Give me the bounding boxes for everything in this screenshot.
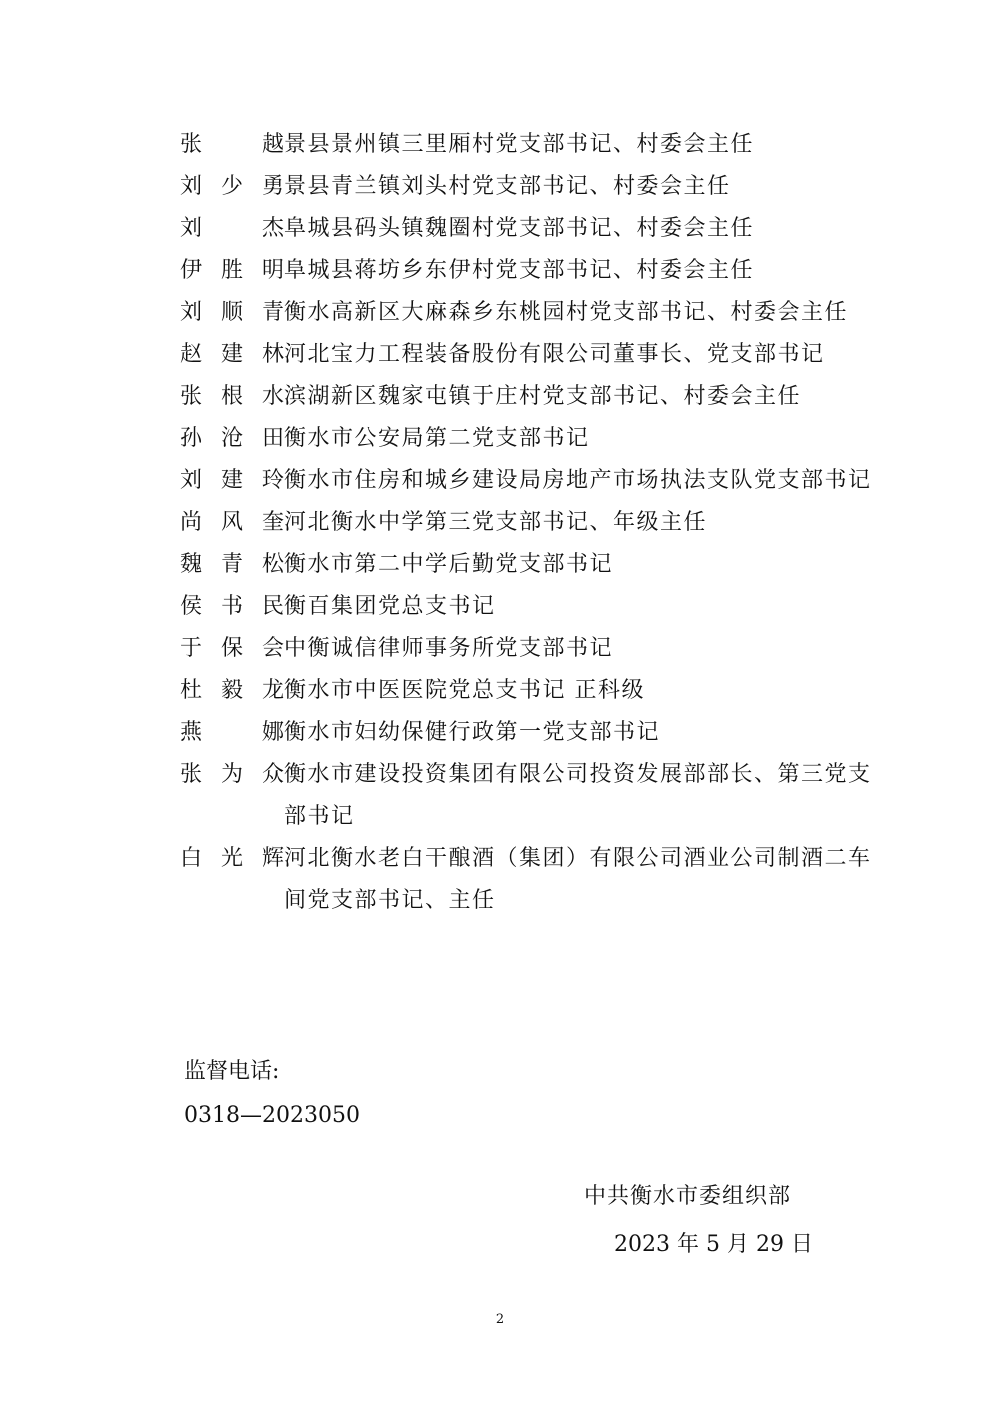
member-name-char: 尚 — [180, 510, 203, 535]
member-name-char: 魏 — [180, 552, 203, 577]
member-position: 河北衡水中学第三党支部书记、年级主任 — [284, 510, 708, 535]
list-item — [180, 712, 880, 754]
member-name — [180, 334, 284, 376]
member-name — [180, 838, 284, 880]
member-name-char: 龙 — [261, 678, 284, 703]
member-name-char: 书 — [220, 594, 243, 619]
member-position: 河北衡水老白干酿酒（集团）有限公司酒业公司制酒二车间党支部书记、主任 — [284, 846, 872, 913]
member-name — [180, 754, 284, 796]
member-position: 衡水市住房和城乡建设局房地产市场执法支队党支部书记 — [284, 468, 872, 493]
member-name-char: 顺 — [220, 300, 243, 325]
member-position: 衡水市建设投资集团有限公司投资发展部部长、第三党支部书记 — [284, 762, 872, 829]
supervision-phone-number: 0318—2023050 — [184, 1103, 360, 1128]
member-name — [180, 502, 284, 544]
member-name-char: 勇 — [261, 174, 284, 199]
member-name-char: 少 — [220, 174, 243, 199]
supervision-phone-label: 监督电话: — [184, 1059, 280, 1084]
member-name — [180, 586, 284, 628]
member-name-char: 刘 — [180, 174, 203, 199]
member-name-char: 越 — [261, 132, 284, 157]
member-name-char: 张 — [180, 762, 203, 787]
member-name-char: 刘 — [180, 300, 203, 325]
member-name — [180, 418, 284, 460]
member-position: 河北宝力工程装备股份有限公司董事长、党支部书记 — [284, 342, 825, 367]
member-name — [180, 166, 284, 208]
member-name-char: 刘 — [180, 468, 203, 493]
member-name — [180, 628, 284, 670]
member-name-char: 娜 — [261, 720, 284, 745]
member-name-char: 青 — [261, 300, 284, 325]
member-position: 阜城县码头镇魏圈村党支部书记、村委会主任 — [284, 216, 755, 241]
list-item — [180, 292, 880, 334]
member-position: 衡水市中医医院党总支书记 正科级 — [284, 678, 645, 703]
member-name-char: 林 — [261, 342, 284, 367]
member-name-char: 民 — [261, 594, 284, 619]
member-name-char: 孙 — [180, 426, 203, 451]
member-name-char: 松 — [261, 552, 284, 577]
member-name-char: 奎 — [261, 510, 284, 535]
list-item — [180, 544, 880, 586]
member-name-char: 辉 — [261, 846, 284, 871]
issuing-organization: 中共衡水市委组织部 — [584, 1184, 792, 1209]
member-name — [180, 670, 284, 712]
member-name — [180, 208, 284, 250]
list-item — [180, 628, 880, 670]
list-item — [180, 838, 880, 922]
member-position: 衡水市公安局第二党支部书记 — [284, 426, 590, 451]
member-name — [180, 250, 284, 292]
member-name-char: 众 — [261, 762, 284, 787]
member-name — [180, 460, 284, 502]
member-name-char: 青 — [220, 552, 243, 577]
list-item — [180, 754, 880, 838]
list-item — [180, 502, 880, 544]
issue-date: 2023 年 5 月 29 日 — [614, 1232, 813, 1257]
member-name-char: 于 — [180, 636, 203, 661]
list-item — [180, 166, 880, 208]
member-name-char: 杜 — [180, 678, 203, 703]
list-item — [180, 670, 880, 712]
member-name-char: 赵 — [180, 342, 203, 367]
supervision-contact — [184, 1050, 360, 1138]
list-item — [180, 460, 880, 502]
list-item — [180, 208, 880, 250]
member-position: 阜城县蒋坊乡东伊村党支部书记、村委会主任 — [284, 258, 755, 283]
member-name — [180, 544, 284, 586]
list-item — [180, 250, 880, 292]
member-name-char: 建 — [220, 342, 243, 367]
member-position: 衡水市第二中学后勤党支部书记 — [284, 552, 614, 577]
member-name-char: 风 — [220, 510, 243, 535]
list-item — [180, 418, 880, 460]
member-position: 衡百集团党总支书记 — [284, 594, 496, 619]
member-name-char: 张 — [180, 384, 203, 409]
list-item — [180, 124, 880, 166]
member-name-char: 侯 — [180, 594, 203, 619]
member-position: 衡水市妇幼保健行政第一党支部书记 — [284, 720, 661, 745]
member-position: 滨湖新区魏家屯镇于庄村党支部书记、村委会主任 — [284, 384, 802, 409]
member-name-char: 杰 — [261, 216, 284, 241]
member-name-char: 为 — [220, 762, 243, 787]
signoff-block — [584, 1173, 813, 1269]
list-item — [180, 334, 880, 376]
member-name — [180, 124, 284, 166]
member-name-char: 田 — [261, 426, 284, 451]
member-name-char: 建 — [220, 468, 243, 493]
member-name — [180, 376, 284, 418]
member-name-char: 会 — [261, 636, 284, 661]
member-name-char: 伊 — [180, 258, 203, 283]
member-name-char: 沧 — [220, 426, 243, 451]
member-position: 中衡诚信律师事务所党支部书记 — [284, 636, 614, 661]
member-name — [180, 292, 284, 334]
member-name-char: 刘 — [180, 216, 203, 241]
member-list — [180, 124, 880, 922]
member-name-char: 光 — [220, 846, 243, 871]
member-position: 衡水高新区大麻森乡东桃园村党支部书记、村委会主任 — [284, 300, 849, 325]
member-name-char: 白 — [180, 846, 203, 871]
member-name-char: 明 — [261, 258, 284, 283]
member-name-char: 根 — [220, 384, 243, 409]
member-name-char: 玲 — [261, 468, 284, 493]
list-item — [180, 376, 880, 418]
list-item — [180, 586, 880, 628]
member-name-char: 保 — [220, 636, 243, 661]
member-position: 景县青兰镇刘头村党支部书记、村委会主任 — [284, 174, 731, 199]
member-name-char: 胜 — [220, 258, 243, 283]
member-name-char: 水 — [261, 384, 284, 409]
member-position: 景县景州镇三里厢村党支部书记、村委会主任 — [284, 132, 755, 157]
member-name-char: 毅 — [220, 678, 243, 703]
page-number: 2 — [495, 1312, 505, 1327]
member-name — [180, 712, 284, 754]
member-name-char: 张 — [180, 132, 203, 157]
member-name-char: 燕 — [180, 720, 203, 745]
